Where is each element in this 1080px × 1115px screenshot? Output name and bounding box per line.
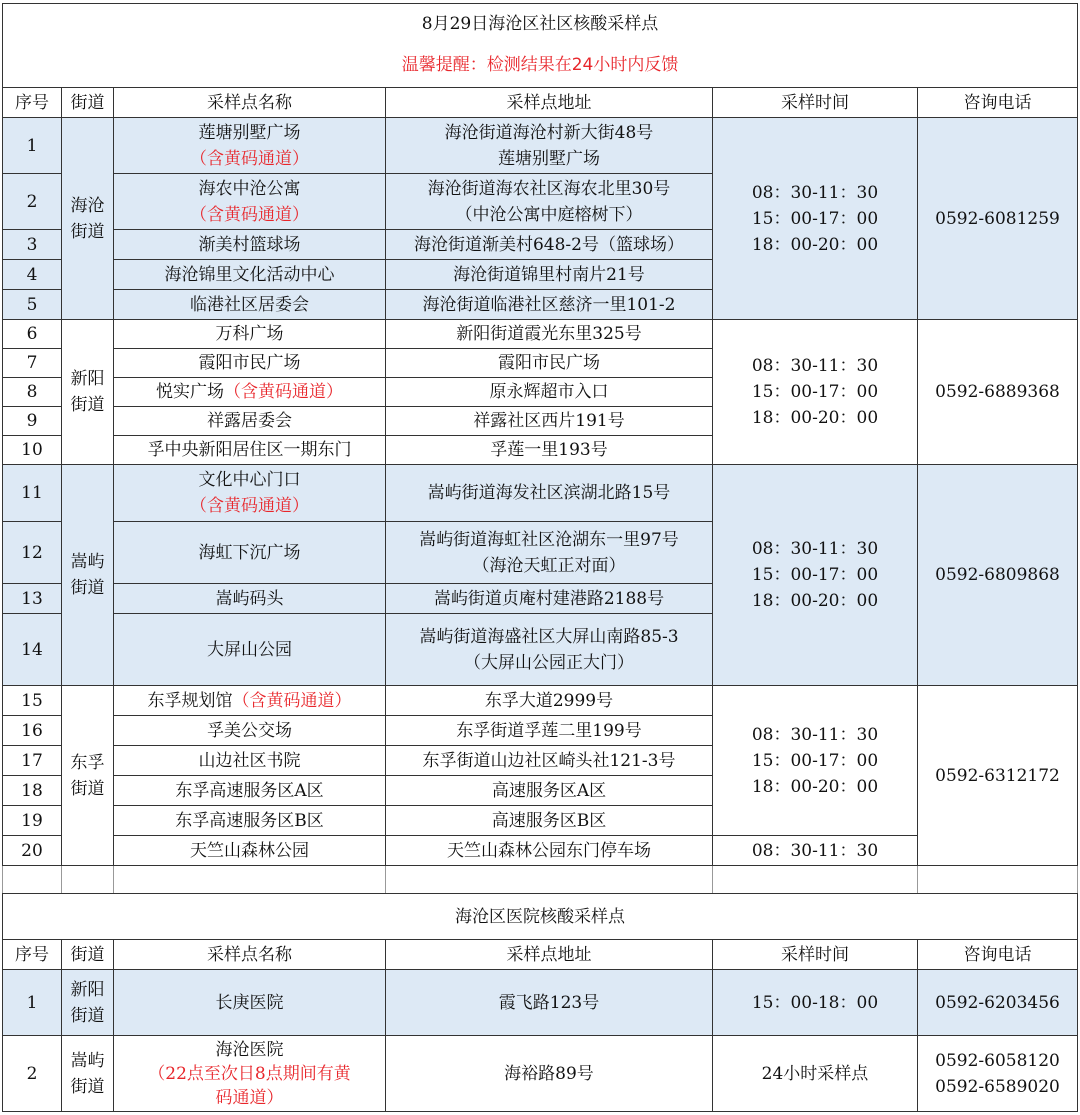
header-name: 采样点名称 [114, 88, 386, 118]
sampling-time: 24小时采样点 [713, 1036, 918, 1112]
site-name: 东孚高速服务区A区 [114, 776, 386, 806]
site-address: 祥露社区西片191号 [386, 407, 713, 436]
sampling-time: 15：00-18：00 [713, 970, 918, 1036]
row-number: 20 [3, 836, 62, 866]
site-name: 孚美公交场 [114, 716, 386, 746]
site-address: 嵩屿街道海虹社区沧湖东一里97号 （海沧天虹正对面） [386, 522, 713, 584]
site-name: 天竺山森林公园 [114, 836, 386, 866]
site-name: 万科广场 [114, 320, 386, 349]
sampling-time: 08：30-11：30 15：00-17：00 18：00-20：00 [713, 118, 918, 320]
yellow-code-note: 码通道） [215, 1087, 284, 1108]
table-row [3, 118, 1078, 174]
spacer-row [3, 866, 1078, 894]
phone-number: 0592-6081259 [918, 118, 1078, 320]
site-address: 海沧街道海农社区海农北里30号 （中沧公寓中庭榕树下） [386, 174, 713, 230]
yellow-code-note: （22点至次日8点期间有黄 [148, 1063, 351, 1084]
sampling-time: 08：30-11：30 15：00-17：00 18：00-20：00 [713, 320, 918, 465]
site-name: 悦实广场（含黄码通道） [114, 378, 386, 407]
street-cell: 海沧 街道 [62, 118, 114, 320]
site-name: 临港社区居委会 [114, 290, 386, 320]
site-name: 长庚医院 [114, 970, 386, 1036]
site-address: 东孚街道山边社区崎头社121-3号 [386, 746, 713, 776]
row-number: 14 [3, 614, 62, 686]
site-name: 莲塘别墅广场 （含黄码通道） [114, 118, 386, 174]
site-address: 东孚大道2999号 [386, 686, 713, 716]
table-row [3, 1036, 1078, 1112]
site-name: 文化中心门口 （含黄码通道） [114, 465, 386, 522]
header-time: 采样时间 [713, 940, 918, 970]
header-no: 序号 [3, 940, 62, 970]
header-address: 采样点地址 [386, 940, 713, 970]
site-name: 东孚规划馆（含黄码通道） [114, 686, 386, 716]
header-phone: 咨询电话 [918, 940, 1078, 970]
phone-number: 0592-6889368 [918, 320, 1078, 465]
phone-number: 0592-6058120 0592-6589020 [918, 1036, 1078, 1112]
street-cell: 新阳 街道 [62, 970, 114, 1036]
row-number: 6 [3, 320, 62, 349]
phone-number: 0592-6312172 [918, 686, 1078, 866]
site-address: 嵩屿街道海发社区滨湖北路15号 [386, 465, 713, 522]
row-number: 16 [3, 716, 62, 746]
table-row [3, 970, 1078, 1036]
hospital-section-title: 海沧区医院核酸采样点 [3, 894, 1078, 940]
header-street: 街道 [62, 88, 114, 118]
site-name: 大屏山公园 [114, 614, 386, 686]
row-number: 1 [3, 970, 62, 1036]
street-cell: 东孚 街道 [62, 686, 114, 866]
sampling-time: 08：30-11：30 15：00-17：00 18：00-20：00 [713, 686, 918, 836]
site-address: 海沧街道海沧村新大街48号 莲塘别墅广场 [386, 118, 713, 174]
sampling-time: 08：30-11：30 [713, 836, 918, 866]
row-number: 1 [3, 118, 62, 174]
site-address: 高速服务区A区 [386, 776, 713, 806]
site-address: 孚莲一里193号 [386, 436, 713, 465]
header-time: 采样时间 [713, 88, 918, 118]
street-cell: 嵩屿 街道 [62, 465, 114, 686]
site-address: 新阳街道霞光东里325号 [386, 320, 713, 349]
site-address: 原永辉超市入口 [386, 378, 713, 407]
table-row [3, 320, 1078, 349]
site-name: 海沧医院 （22点至次日8点期间有黄 码通道） [114, 1036, 386, 1112]
yellow-code-note: （含黄码通道） [232, 690, 352, 711]
header-address: 采样点地址 [386, 88, 713, 118]
row-number: 9 [3, 407, 62, 436]
yellow-code-note: （含黄码通道） [190, 148, 309, 169]
site-address: 霞飞路123号 [386, 970, 713, 1036]
site-name: 孚中央新阳居住区一期东门 [114, 436, 386, 465]
site-name: 渐美村篮球场 [114, 230, 386, 260]
row-number: 5 [3, 290, 62, 320]
site-name: 海沧锦里文化活动中心 [114, 260, 386, 290]
site-name: 东孚高速服务区B区 [114, 806, 386, 836]
row-number: 10 [3, 436, 62, 465]
table-row [3, 836, 1078, 866]
street-cell: 嵩屿 街道 [62, 1036, 114, 1112]
sampling-time: 08：30-11：30 15：00-17：00 18：00-20：00 [713, 465, 918, 686]
site-address: 海沧街道渐美村648-2号（篮球场） [386, 230, 713, 260]
site-address: 霞阳市民广场 [386, 349, 713, 378]
warning-text: 温馨提醒：检测结果在24小时内反馈 [3, 44, 1078, 88]
yellow-code-note: （含黄码通道） [190, 496, 309, 516]
site-name: 霞阳市民广场 [114, 349, 386, 378]
row-number: 7 [3, 349, 62, 378]
site-name: 山边社区书院 [114, 746, 386, 776]
phone-number: 0592-6809868 [918, 465, 1078, 686]
table-row [3, 465, 1078, 522]
row-number: 15 [3, 686, 62, 716]
header-street: 街道 [62, 940, 114, 970]
community-sampling-table [2, 3, 1078, 894]
row-number: 2 [3, 174, 62, 230]
row-number: 2 [3, 1036, 62, 1112]
site-address: 嵩屿街道海盛社区大屏山南路85-3 （大屏山公园正大门） [386, 614, 713, 686]
header-name: 采样点名称 [114, 940, 386, 970]
page-title: 8月29日海沧区社区核酸采样点 [3, 4, 1078, 44]
site-address: 高速服务区B区 [386, 806, 713, 836]
phone-number: 0592-6203456 [918, 970, 1078, 1036]
site-address: 海裕路89号 [386, 1036, 713, 1112]
site-name: 海虹下沉广场 [114, 522, 386, 584]
row-number: 8 [3, 378, 62, 407]
yellow-code-note: （含黄码通道） [224, 382, 343, 402]
hospital-sampling-table [2, 893, 1078, 1112]
site-name: 祥露居委会 [114, 407, 386, 436]
row-number: 3 [3, 230, 62, 260]
site-address: 海沧街道锦里村南片21号 [386, 260, 713, 290]
row-number: 4 [3, 260, 62, 290]
site-name: 海农中沧公寓 （含黄码通道） [114, 174, 386, 230]
site-address: 天竺山森林公园东门停车场 [386, 836, 713, 866]
row-number: 19 [3, 806, 62, 836]
row-number: 12 [3, 522, 62, 584]
header-no: 序号 [3, 88, 62, 118]
site-address: 东孚街道孚莲二里199号 [386, 716, 713, 746]
row-number: 17 [3, 746, 62, 776]
site-name: 嵩屿码头 [114, 584, 386, 614]
site-address: 海沧街道临港社区慈济一里101-2 [386, 290, 713, 320]
street-cell: 新阳 街道 [62, 320, 114, 465]
site-address: 嵩屿街道贞庵村建港路2188号 [386, 584, 713, 614]
row-number: 11 [3, 465, 62, 522]
row-number: 13 [3, 584, 62, 614]
table-row [3, 686, 1078, 716]
header-phone: 咨询电话 [918, 88, 1078, 118]
row-number: 18 [3, 776, 62, 806]
yellow-code-note: （含黄码通道） [190, 204, 309, 225]
